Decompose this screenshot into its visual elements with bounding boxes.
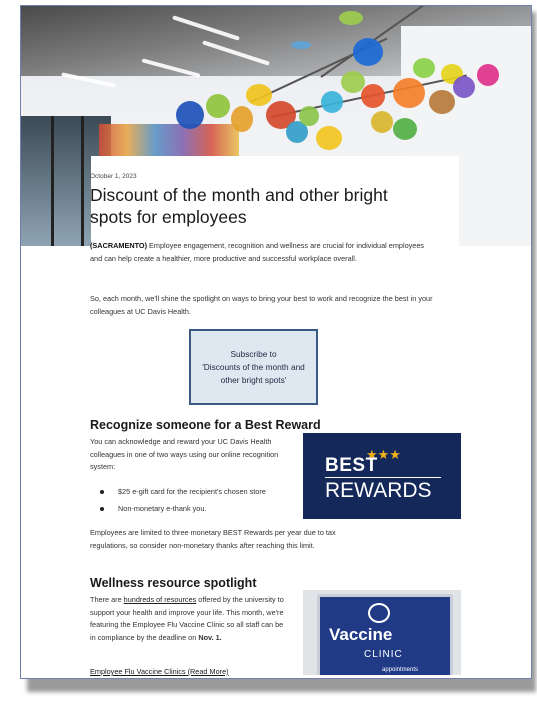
read-more-link[interactable]: Employee Flu Vaccine Clinics (Read More) [90,667,229,676]
glass-sculpture [339,11,363,25]
subscribe-button[interactable] [189,329,318,405]
logo-divider [325,477,441,478]
bullet-item: $25 e-gift card for the recipient's chosen store [100,487,266,496]
glass-sculpture [453,76,475,98]
glass-sculpture [413,58,435,78]
logo-rewards-text: REWARDS [325,479,432,502]
glass-sculpture [393,78,425,108]
star-people-icon: ★★★ [366,447,401,462]
wellness-heading: Wellness resource spotlight [90,576,257,590]
glass-sculpture [353,38,383,66]
wellness-text: There are hundreds of resources offered by the university to support your health and improve your life. This month, we're featuring the Employee Flu Vaccine Clinic so all staff can be in compliance by the deadline on Nov. 1. [90,595,284,642]
window-frame [51,116,54,246]
bullet-icon [100,490,104,494]
window-frame [81,116,84,246]
resources-link[interactable]: hundreds of resources [123,595,197,604]
appointments-caption: appointments [382,667,419,673]
subscribe-line: Subscribe to [230,348,277,359]
glass-sculpture [206,94,230,118]
intro-text: Employee engagement, recognition and wellness are crucial for individual employees and can help create a healthier, more productive and successful workplace overall. [90,241,425,263]
glass-sculpture [361,84,385,108]
article-title: Discount of the month and other bright spots for employees [90,185,388,227]
glass-sculpture [316,126,342,150]
glass-sculpture [299,106,319,126]
glass-sculpture [176,101,204,129]
glass-sculpture [429,90,455,114]
intro-location: (SACRAMENTO) [90,241,148,250]
article-date: October 1, 2023 [90,173,137,180]
bullet-icon [100,507,104,511]
glass-sculpture [291,41,311,49]
best-reward-text: You can acknowledge and reward your UC Davis Health colleagues in one of two ways using our online recognition system: [90,437,279,471]
vaccine-sign [317,594,453,675]
vaccine-clinic-image [303,590,461,675]
logo-best-text: BEST [325,455,378,476]
best-reward-note: Employees are limited to three monetary BEST Rewards per year due to tax regulations, so consider non-monetary thanks after reaching this limit. [90,528,336,550]
bullet-item: Non-monetary e-thank you. [100,504,206,513]
best-rewards-logo [303,433,461,519]
clinic-word: CLINIC [364,649,403,660]
heart-icon [368,603,390,623]
subscribe-line: 'Discounts of the month and [202,361,305,372]
glass-sculpture [393,118,417,140]
glass-sculpture [371,111,393,133]
glass-sculpture [246,84,272,106]
glass-sculpture [321,91,343,113]
deadline: Nov. 1. [198,632,222,642]
best-reward-heading: Recognize someone for a Best Reward [90,418,321,432]
spotlight-paragraph: So, each month, we'll shine the spotlight on ways to bring your best to work and recognize the best in your colleagues at UC Davis Health. [90,294,433,316]
vaccine-word: Vaccine [329,625,393,644]
subscribe-line: other bright spots' [220,374,287,385]
intro-paragraph [90,240,435,265]
glass-sculpture [231,106,253,132]
glass-sculpture [477,64,499,86]
